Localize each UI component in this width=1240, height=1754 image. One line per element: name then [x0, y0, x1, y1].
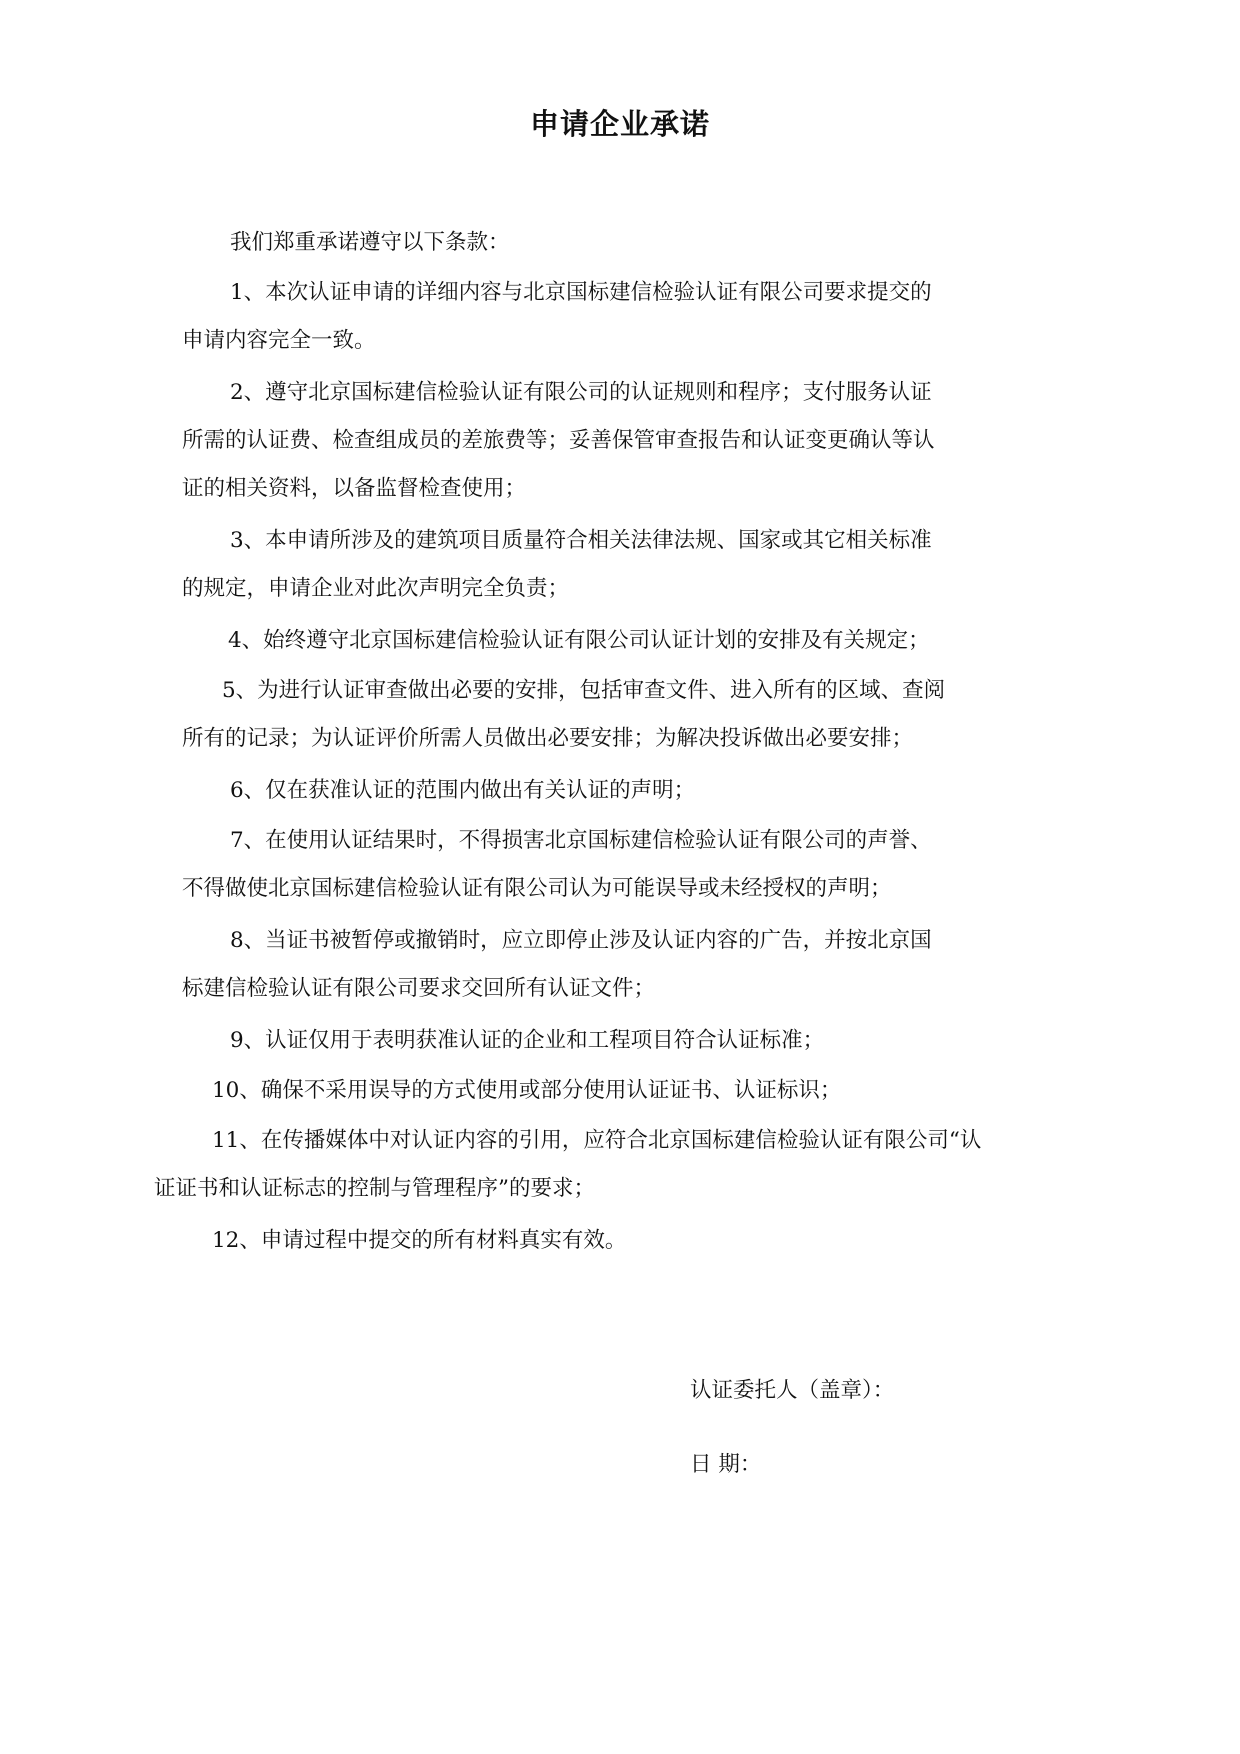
clause-12-line-1: 12、申请过程中提交的所有材料真实有效。 — [212, 1228, 627, 1253]
page-title: 申请企业承诺 — [529, 107, 710, 141]
clause-9-line-1: 9、认证仅用于表明获准认证的企业和工程项目符合认证标准； — [230, 1028, 825, 1053]
clause-11-line-1: 11、在传播媒体中对认证内容的引用，应符合北京国标建信检验认证有限公司“认 — [212, 1128, 982, 1153]
clause-2-line-2: 所需的认证费、检查组成员的差旅费等；妥善保管审查报告和认证变更确认等认 — [182, 428, 935, 453]
clause-5-line-1: 5、为进行认证审查做出必要的安排，包括审查文件、进入所有的区域、查阅 — [222, 678, 946, 703]
clause-1-line-2: 申请内容完全一致。 — [182, 328, 376, 353]
clause-7-line-1: 7、在使用认证结果时，不得损害北京国标建信检验认证有限公司的声誉、 — [230, 828, 932, 853]
clause-4-line-1: 4、始终遵守北京国标建信检验认证有限公司认证计划的安排及有关规定； — [228, 628, 930, 653]
signature-date-label: 日 期： — [690, 1452, 762, 1477]
clause-7-line-2: 不得做使北京国标建信检验认证有限公司认为可能误导或未经授权的声明； — [182, 876, 892, 901]
clause-10-line-1: 10、确保不采用误导的方式使用或部分使用认证证书、认证标识； — [212, 1078, 842, 1103]
clause-1-line-1: 1、本次认证申请的详细内容与北京国标建信检验认证有限公司要求提交的 — [230, 280, 932, 305]
clause-6-line-1: 6、仅在获准认证的范围内做出有关认证的声明； — [230, 778, 696, 803]
clause-2-line-3: 证的相关资料，以备监督检查使用； — [182, 476, 527, 501]
signature-client-label: 认证委托人（盖章）： — [690, 1378, 895, 1403]
clause-5-line-2: 所有的记录；为认证评价所需人员做出必要安排；为解决投诉做出必要安排； — [182, 726, 914, 751]
clause-11-line-2: 证证书和认证标志的控制与管理程序”的要求； — [154, 1176, 595, 1201]
clause-3-line-1: 3、本申请所涉及的建筑项目质量符合相关法律法规、国家或其它相关标准 — [230, 528, 932, 553]
clause-3-line-2: 的规定，申请企业对此次声明完全负责； — [182, 576, 570, 601]
clause-8-line-1: 8、当证书被暂停或撤销时，应立即停止涉及认证内容的广告，并按北京国 — [230, 928, 932, 953]
clause-8-line-2: 标建信检验认证有限公司要求交回所有认证文件； — [182, 976, 656, 1001]
clause-2-line-1: 2、遵守北京国标建信检验认证有限公司的认证规则和程序；支付服务认证 — [230, 380, 932, 405]
intro-text: 我们郑重承诺遵守以下条款： — [230, 230, 510, 255]
